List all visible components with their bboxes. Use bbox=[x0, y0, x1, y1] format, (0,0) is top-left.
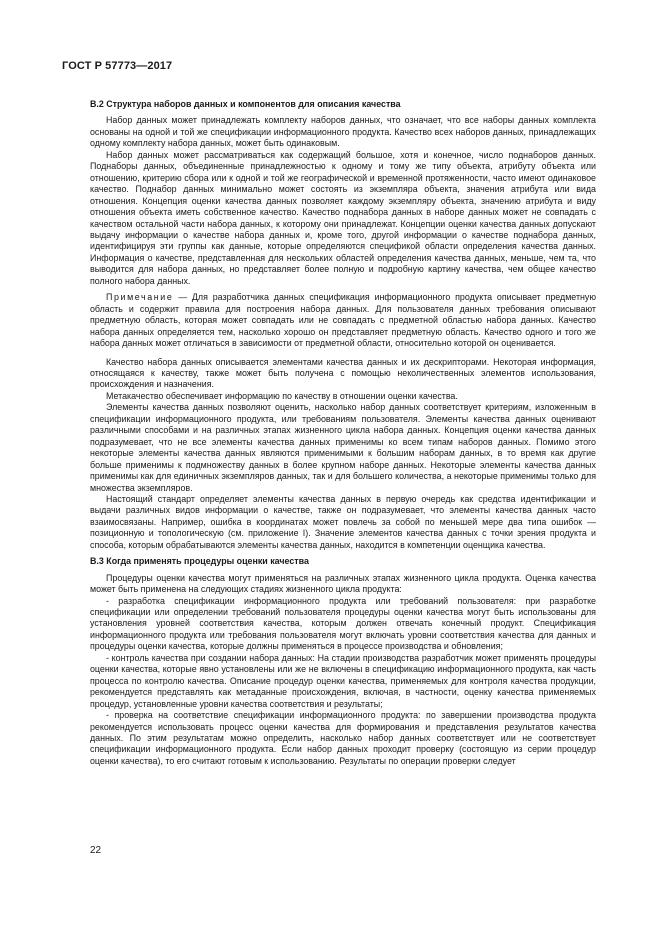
list-item: - контроль качества при создании набора данных: На стадии производства разработчик может применять процедуры оценки качества, которые явно установлены или же не включены в спецификацию информационного продукта, как часть процесса по контролю качества. Описание процедур оценки качества, применяемых для контроля качества продукции, рекомендуется представлять как метаданные происхождения, включая, в частности, оценку качества применяемых процедур, установленные уровни качества соответствия и результаты; bbox=[90, 652, 596, 709]
list-item: - проверка на соответствие спецификации информационного продукта: по завершении производства продукта рекомендуется использовать процесс оценки качества для формирования и представления результатов качества данных. По этим результатам можно определить, насколько набор данных соответствует или не соответствует спецификации информационного продукта. Если набор данных проходит проверку (состоящую из серии процедур оценки качества), то его считают готовым к использованию. Результаты по операции проверки следует bbox=[90, 710, 596, 766]
page-number: 22 bbox=[90, 845, 102, 856]
paragraph: Элементы качества данных позволяют оценить, насколько набор данных соответствует критериям, изложенным в спецификации информационного продукта, или требованиям пользователя. Элементы качества данных оценивают различными способами и на различных этапах жизненного цикла набора данных. Концепция оценки качества данных подразумевает, что не все элементы качества данных применимы ко всем типам наборов данных. Помимо этого некоторые элементы качества данных являются применимыми к большим наборам данных, в то время как другие больше применимы к подмножеству данных в более крупном наборе данных. Некоторые элементы качества данных применимы как для единичных экземпляров данных, так и для большего количества, а некоторые применимы только для множества экземпляров. bbox=[90, 402, 596, 493]
paragraph: Процедуры оценки качества могут применяться на различных этапах жизненного цикла продукта. Оценка качества может быть применена на следующих стадиях жизненного цикла продукта: bbox=[90, 572, 596, 595]
section-b2-title: B.2 Структура наборов данных и компонентов для описания качества bbox=[90, 99, 401, 109]
page-content bbox=[90, 92, 596, 767]
note-label: Примечание bbox=[106, 292, 174, 303]
paragraph: Набор данных может рассматриваться как содержащий большое, хотя и конечное, число поднаборов данных. Поднаборы данных, объединенные принадлежностью к одному и тому же типу объекта, атрибуту объекта или отношению, критерию сбора или к одной и той же географической и временной протяженности, часто имеют одинаковое качество. Поднабор данных минимально может состоять из экземпляра объекта, значения атрибута или вида отношения. Концепция оценки качества данных позволяет каждому экземпляру объекта, значению атрибута и виду отношения объекта иметь собственное качество. Качество поднабора данных в наборе данных может не совпадать с качеством остальной части набора данных, к которому они принадлежат. Концепции оценки качества данных допускают выдачу информации о качестве набора данных и, кроме того, другой информации о качестве поднабора данных, идентифицируя эти группы как данные, которые определяются спецификой области определения качества данных. Информация о качестве, представленная для нескольких областей определения качества данных, меньше, чем та, что выводится для набора данных, но представляет более полную и подробную картину качества, чем общее качество полного набора данных. bbox=[90, 149, 596, 286]
page-header-doc-id: ГОСТ Р 57773—2017 bbox=[62, 60, 173, 72]
note bbox=[90, 292, 596, 349]
note-text: — Для разработчика данных спецификация информационного продукта описывает предметную область и содержит правила для построения набора данных. Для пользователя данных требования описывают предметную область, которая может совпадать или не совпадать с предметной областью набора данных. Качество набора данных определяется тем, насколько хорошо он представляет предметную область. Качество одного и того же набора данных может отличаться в зависимости от предметной области, относительно которой он оценивается. bbox=[90, 292, 596, 349]
paragraph: Метакачество обеспечивает информацию по качеству в отношении оценки качества. bbox=[106, 390, 458, 401]
paragraph: Качество набора данных описывается элементами качества данных и их дескрипторами. Некоторая информация, относящаяся к качеству, также может быть получена с помощью неколичественных элементов использования, происхождения и назначения. bbox=[90, 356, 596, 390]
paragraph: Настоящий стандарт определяет элементы качества данных в первую очередь как средства идентификации и выдачи различных видов информации о качестве, также он подразумевает, что элементы качества данных часто взаимосвязаны. Например, ошибка в координатах может повлечь за собой по меньшей мере два типа ошибок — позиционную и топологическую (см. приложение I). Значение элементов качества данных с точки зрения продукта и способа, которым обрабатываются элементы качества данных, находится в компетенции оценщика качества. bbox=[90, 493, 596, 550]
paragraph: Набор данных может принадлежать комплекту наборов данных, что означает, что все наборы данных комплекта основаны на одной и той же спецификации информационного продукта. Качество всех наборов данных, принадлежащих одному комплекту набора данных, может быть одинаковым. bbox=[90, 115, 596, 149]
section-b3-title: B.3 Когда применять процедуры оценки качества bbox=[90, 556, 309, 567]
list-item: - разработка спецификации информационного продукта или требований пользователя: при разработке спецификации или определении требований пользователя процедуры оценки качества могут быть использованы для установления уровней соответствия качества, которым должен отвечать конечный продукт. Спецификация информационного продукта или требования пользователя могут включать уровни соответствия качества для данных и процедуры оценки качества, которые должны применяться в процессе производства и обновления; bbox=[90, 595, 596, 652]
